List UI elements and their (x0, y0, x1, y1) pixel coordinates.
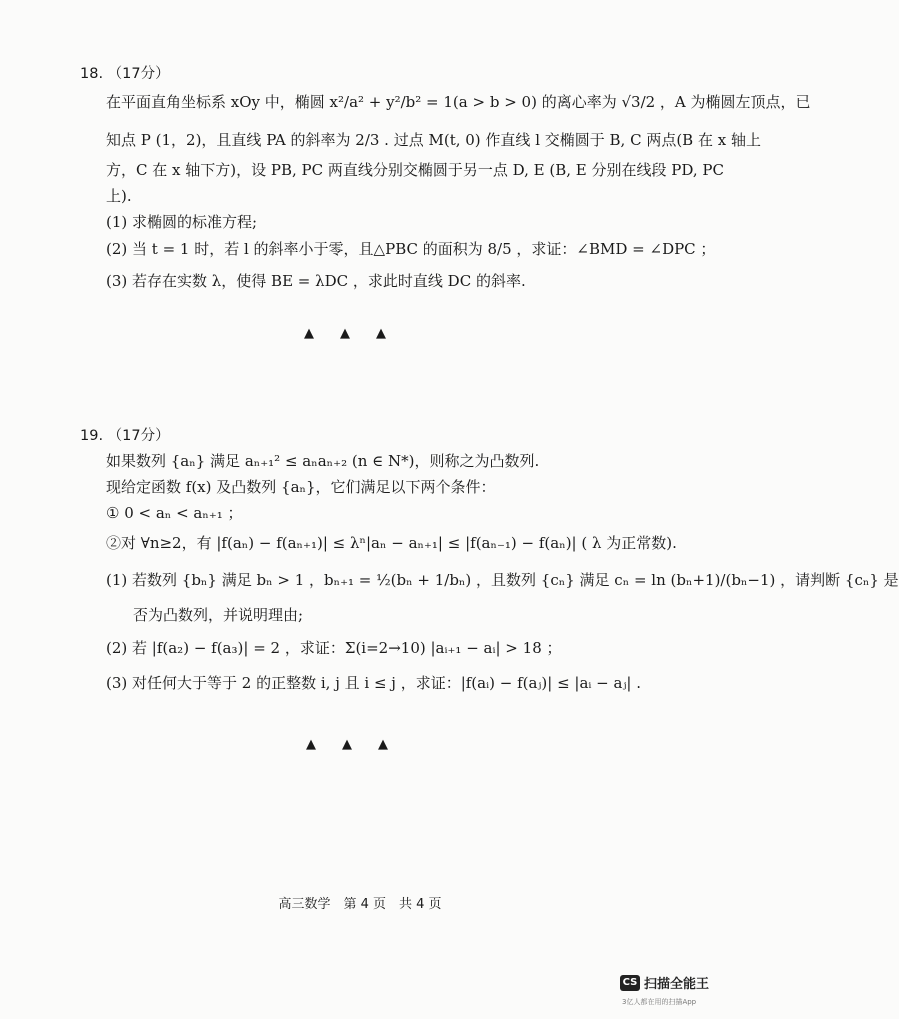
q19-item-2: (2) 若 |f(a₂) − f(a₃)| = 2 ，求证：Σ(i=2→10) |aᵢ₊₁ − aᵢ| > 18 ； (106, 639, 562, 657)
watermark-brand: 扫描全能王 (644, 977, 710, 992)
camscanner-logo-icon: CS (620, 975, 640, 991)
q19-line-1: 如果数列 {aₙ} 满足 aₙ₊₁² ≤ aₙaₙ₊₂ (n ∈ N*)，则称之为凸数列. (106, 452, 540, 470)
q19-item-3: (3) 对任何大于等于 2 的正整数 i, j 且 i ≤ j ，求证：|f(aᵢ) − f(aⱼ)| ≤ |aᵢ − aⱼ| . (106, 674, 642, 692)
q19-line-4: ②对 ∀n≥2，有 |f(aₙ) − f(aₙ₊₁)| ≤ λⁿ|aₙ − aₙ₊₁| ≤ |f(aₙ₋₁) − f(aₙ)| ( λ 为正常数). (106, 534, 677, 552)
question-18-header: 18. （17分） (80, 66, 170, 82)
q19-item-1-cont: 否为凸数列，并说明理由; (133, 606, 304, 624)
question-19-header: 19. （17分） (80, 428, 170, 444)
q19-item-1: (1) 若数列 {bₙ} 满足 bₙ > 1 ，bₙ₊₁ = ½(bₙ + 1/bₙ) ，且数列 {cₙ} 满足 cₙ = ln (bₙ+1)/(bₙ−1) ，请判断 {cₙ} 是 (106, 571, 899, 589)
q18-item-3: (3) 若存在实数 λ，使得 BE = λDC ，求此时直线 DC 的斜率. (106, 272, 526, 290)
q18-line-1: 在平面直角坐标系 xOy 中，椭圆 x²/a² + y²/b² = 1(a > b > 0) 的离心率为 √3/2 ，A 为椭圆左顶点，已 (106, 93, 811, 111)
scanner-watermark (620, 973, 709, 992)
q18-line-2: 知点 P (1，2)，且直线 PA 的斜率为 2/3 . 过点 M(t, 0) 作直线 l 交椭圆于 B, C 两点(B 在 x 轴上 (106, 131, 761, 149)
q18-line-4: 上). (106, 187, 132, 205)
q19-line-3: ① 0 < aₙ < aₙ₊₁ ； (106, 504, 243, 522)
section-divider-triangles: ▲ ▲ ▲ (304, 326, 386, 341)
q18-item-1: (1) 求椭圆的标准方程; (106, 213, 258, 231)
q19-line-2: 现给定函数 f(x) 及凸数列 {aₙ}，它们满足以下两个条件： (106, 478, 496, 496)
q18-line-3: 方，C 在 x 轴下方)，设 PB, PC 两直线分别交椭圆于另一点 D, E (B, E 分别在线段 PD, PC (106, 161, 724, 179)
page-footer: 高三数学 第 4 页 共 4 页 (278, 897, 442, 912)
section-divider-triangles: ▲ ▲ ▲ (306, 737, 388, 752)
watermark-tagline: 3亿人都在用的扫描App (622, 998, 697, 1006)
q18-item-2: (2) 当 t = 1 时，若 l 的斜率小于零，且△PBC 的面积为 8/5 ，求证：∠BMD = ∠DPC ； (106, 240, 716, 258)
